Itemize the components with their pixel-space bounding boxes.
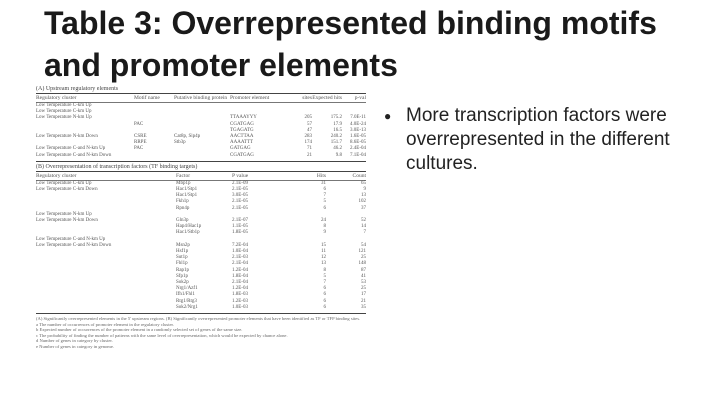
table-cell: Low Temperature C-and N-km Down	[36, 242, 112, 248]
table-row	[36, 305, 366, 311]
table-cell: 12	[321, 255, 326, 261]
table-cell: PAC	[134, 121, 144, 127]
table-cell: 13	[361, 193, 366, 199]
table-row	[36, 153, 366, 159]
table-cell: Nrg1/Azf1	[176, 286, 198, 292]
table-cell: Sok2p	[176, 280, 189, 286]
table-cell: 9.8	[335, 152, 342, 158]
table-cell: 1.2E-04	[232, 267, 248, 273]
footnote: a The number of occurrences of promoter element in the regulatory cluster.	[36, 321, 174, 327]
table-cell: 205	[304, 115, 312, 121]
table-cell: Low Temperature C-and N-km Up	[36, 146, 106, 152]
table-cell: 9	[323, 230, 326, 236]
table-cell: 1.2E-04	[232, 286, 248, 292]
table-cell: 2.1E-05	[232, 187, 248, 193]
table-cell: P value	[232, 172, 249, 179]
table-a-header	[36, 93, 366, 103]
table-cell: 25	[361, 286, 366, 292]
table-cell: Low Temperature C-km Up	[36, 103, 92, 108]
table-cell: Hits	[316, 172, 326, 179]
table-cell: 1.8E-05	[232, 230, 248, 236]
table-cell: 7.2E-04	[232, 242, 248, 248]
table-cell: 1.1E-05	[232, 224, 248, 230]
table-cell: 14	[361, 224, 366, 230]
table-cell: Sut1p	[176, 255, 188, 261]
table-cell: 11	[321, 249, 326, 255]
table-cell: 31	[321, 180, 326, 186]
table-cell: Mbp1p	[176, 180, 191, 186]
table-cell: 8.6E-05	[350, 140, 366, 146]
table-cell: p-val	[354, 95, 366, 101]
table-cell: 283	[304, 134, 312, 140]
table-cell: CSRE	[134, 134, 147, 140]
table-cell: 7	[363, 230, 366, 236]
table-cell: Sok2/Nrg1	[176, 304, 198, 310]
table-cell: 1.8E-04	[232, 273, 248, 279]
table-cell: 6	[323, 292, 326, 298]
table-cell: Low Temperature C-and N-km Up	[36, 236, 106, 242]
table-cell: 46.2	[333, 146, 342, 152]
table-cell: 13	[321, 261, 326, 267]
table-cell: 53	[361, 280, 366, 286]
footnote: b Expected number of occurrences of the promoter element in a randomly selected set of genes of the same size.	[36, 327, 243, 333]
table-cell: 6	[323, 304, 326, 310]
table-cell: 7	[323, 193, 326, 199]
table-cell: 87	[361, 267, 366, 273]
table-cell: 6	[323, 286, 326, 292]
table-cell: AAAATTT	[230, 140, 254, 146]
table-cell: Factor	[176, 172, 191, 179]
table-cell: Low Temperature C-km Up	[36, 109, 92, 115]
table-cell: Low Temperature N-km Down	[36, 134, 98, 140]
table-cell: Rpn4p	[176, 205, 190, 211]
table-cell: 148	[358, 261, 366, 267]
table-cell: 9	[363, 187, 366, 193]
table-cell: CGATGAG	[230, 152, 254, 158]
table-cell: Ifh1/Fhl1	[176, 292, 195, 298]
table-cell: 16.5	[333, 127, 342, 133]
table-cell: 175.2	[330, 115, 342, 121]
table-cell: 2.1E-07	[232, 218, 248, 224]
table-cell: GATGAG	[230, 146, 251, 152]
bullet-item	[384, 104, 704, 176]
table-cell: 2.1E-09	[232, 180, 248, 186]
table-cell: CGATGAG	[230, 121, 254, 127]
bullet-dot-icon: ●	[384, 109, 392, 123]
table-cell: 17.9	[333, 121, 342, 127]
table-cell: Low Temperature N-km Down	[36, 218, 98, 224]
table-cell: Low Temperature C-km Down	[36, 187, 98, 193]
table-cell: 52	[361, 218, 366, 224]
table-cell: 71	[307, 146, 312, 152]
table-cell: 25	[361, 255, 366, 261]
table-cell: 2.1E-04	[232, 280, 248, 286]
table-cell	[134, 153, 174, 159]
table-footnotes	[36, 316, 366, 350]
table-cell: Gln3p	[176, 218, 189, 224]
table-cell: 3.0E-05	[232, 193, 248, 199]
table-cell	[174, 153, 230, 159]
table-cell: 24	[321, 218, 326, 224]
table-cell: Regulatory cluster	[36, 95, 77, 101]
table-cell: AACTTAA	[230, 134, 254, 140]
table-cell: 2.1E-05	[232, 205, 248, 211]
table-cell: 8	[323, 224, 326, 230]
table-cell: Rtg1/Rtg3	[176, 298, 197, 304]
table-cell: 2.4E-04	[350, 146, 366, 152]
footnote: c The probability of finding the number of patterns with the same level of overrepresentation, which would be expected by chance alone.	[36, 332, 288, 338]
table-cell: Count	[352, 172, 366, 179]
table-cell: Hac1/Stb1p	[176, 230, 200, 236]
table-cell: Promoter element	[230, 95, 270, 101]
bullet-text: More transcription factors were overrepresented in the different cultures.	[406, 105, 670, 174]
table-cell: TTAAAYYY	[230, 115, 257, 121]
slide-title: Table 3: Overrepresented binding motifs and promoter elements	[44, 5, 657, 83]
table-cell: Putative binding protein	[174, 95, 228, 101]
table-cell: 1.6E-05	[350, 134, 366, 140]
table-cell: TGAGATG	[230, 127, 254, 133]
table-cell: Sfp1p	[176, 273, 188, 279]
table-cell: 2.1E-03	[232, 255, 248, 261]
table-cell: Low Temperature N-km Up	[36, 115, 92, 121]
table-cell: Stb3p	[174, 140, 186, 146]
table-image	[36, 86, 366, 398]
table-b-body	[36, 181, 366, 311]
table-cell: 1.8E-03	[232, 292, 248, 298]
table-cell: Msn2p	[176, 242, 190, 248]
table-cell: 1.0E-04	[232, 249, 248, 255]
table-cell: Regulatory cluster	[36, 172, 77, 179]
footnote: d Number of genes in category by cluster.	[36, 338, 113, 344]
table-cell: Low Temperature N-km Up	[36, 211, 92, 217]
table-cell: Cat8p, Sip4p	[174, 134, 201, 140]
table-cell: 17	[361, 292, 366, 298]
section-b-caption: (B) Overrepresentation of transcription factors (TF binding targets)	[36, 163, 198, 170]
table-divider	[36, 161, 366, 162]
table-cell: Rap1p	[176, 267, 190, 273]
table-cell: 41	[361, 273, 366, 279]
table-cell: 7.1E-04	[350, 152, 366, 158]
table-cell: 5	[323, 199, 326, 205]
table-cell: Fkh1p	[176, 199, 189, 205]
table-cell: 65	[361, 180, 366, 186]
table-cell: Low Temperature C-km Up	[36, 180, 92, 186]
table-cell: 6	[323, 298, 326, 304]
table-cell: 57	[307, 121, 312, 127]
table-cell: 37	[361, 205, 366, 211]
footnote: (A) Significantly overrepresented elements in the 5' upstream regions. (B) Significantly overrepresented promoter elements that have been identified as TF or TFP binding sites.	[36, 316, 361, 322]
table-cell: 1.2E-03	[232, 298, 248, 304]
table-cell: 174	[304, 140, 312, 146]
table-cell: 15	[321, 242, 326, 248]
table-cell: 6	[323, 205, 326, 211]
table-cell: Fhl1p	[176, 261, 188, 267]
table-cell: 47	[307, 127, 312, 133]
table-cell: Hac1/Stp1	[176, 187, 198, 193]
table-cell: Hsf1p	[176, 249, 189, 255]
table-cell	[36, 305, 176, 311]
table-cell: 8	[323, 267, 326, 273]
table-cell: PAC	[134, 146, 144, 152]
table-cell: Expected hits	[312, 95, 342, 101]
table-cell: Low Temperature C-and N-km Down	[36, 152, 112, 158]
footnote: e Number of genes in category in genome.	[36, 344, 115, 350]
table-cell: 4.0E-24	[350, 121, 366, 127]
table-cell: Hac1/Stp1	[176, 193, 198, 199]
table-divider	[36, 313, 366, 314]
table-cell: 151.7	[330, 140, 342, 146]
table-cell: Hap4/Hac1p	[176, 224, 202, 230]
table-cell: 21	[307, 152, 312, 158]
table-a-body	[36, 103, 366, 159]
table-cell: sites	[302, 95, 312, 101]
table-cell: 21	[361, 298, 366, 304]
table-cell: 121	[358, 249, 366, 255]
section-a-caption: (A) Upstream regulatory elements	[36, 86, 119, 92]
table-cell: Motif name	[134, 95, 160, 101]
table-cell: 35	[361, 304, 366, 310]
table-cell: 7	[323, 280, 326, 286]
table-cell: 6	[323, 187, 326, 193]
table-cell: 102	[358, 199, 366, 205]
table-cell: 1.0E-03	[232, 304, 248, 310]
table-cell: 2.1E-04	[232, 261, 248, 267]
table-cell: 2.1E-05	[232, 199, 248, 205]
table-cell: 54	[361, 242, 366, 248]
table-cell: 3.0E-13	[350, 127, 366, 133]
table-cell: 7.0E-11	[350, 115, 366, 121]
table-cell: RRPE	[134, 140, 147, 146]
table-b-header	[36, 171, 366, 181]
table-cell: 240.2	[330, 134, 342, 140]
table-cell: 5	[323, 273, 326, 279]
